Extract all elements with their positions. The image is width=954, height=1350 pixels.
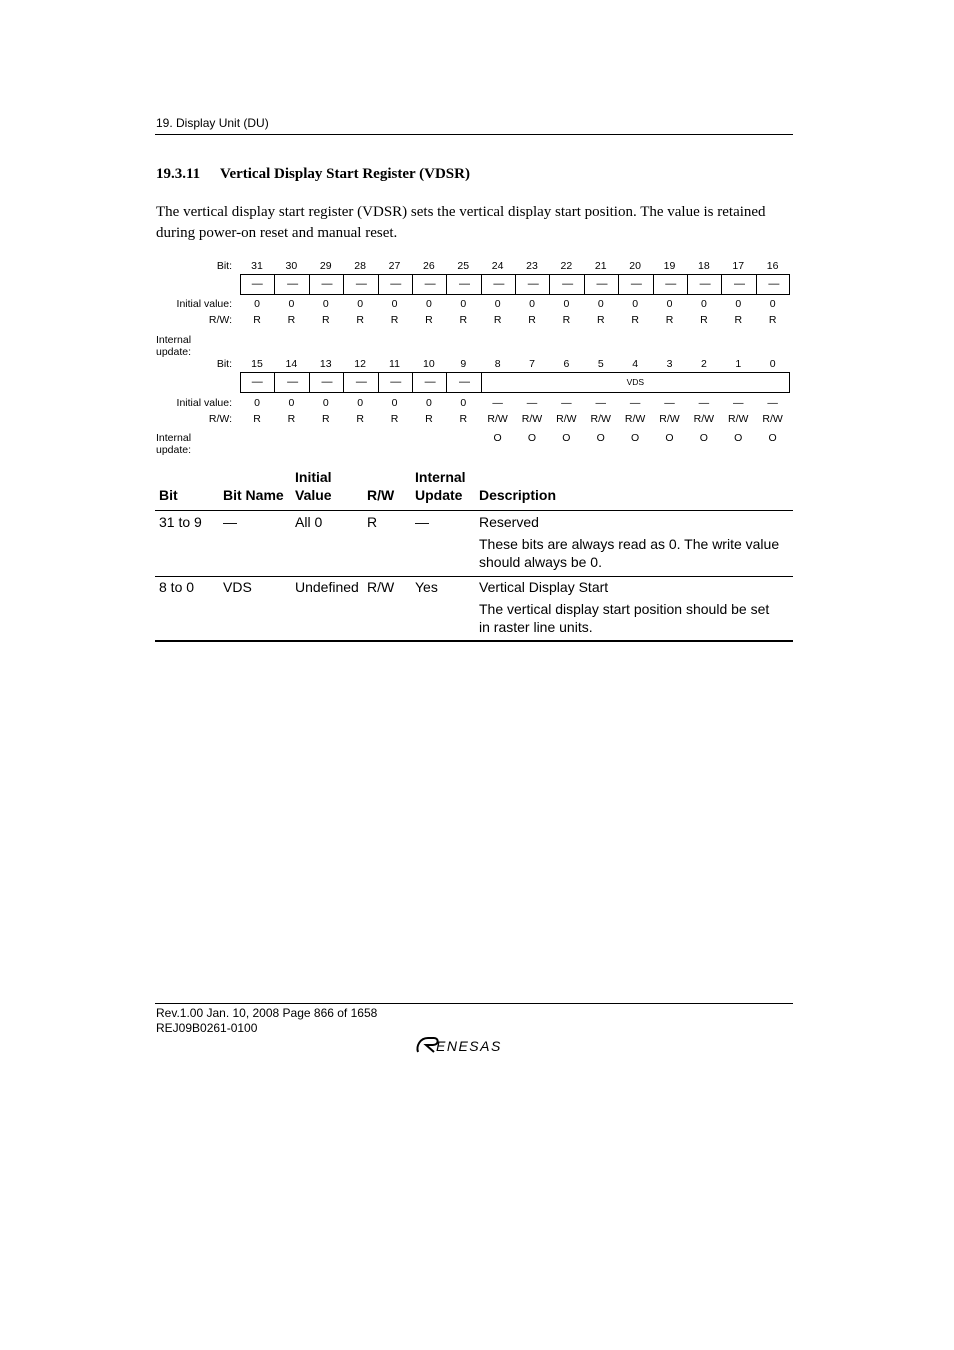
bit-number: 26: [423, 260, 435, 272]
reserved-bit-cell: —: [251, 376, 263, 388]
footer-rule: [155, 1003, 793, 1004]
rw-value: R: [528, 314, 536, 326]
rw-value: R: [321, 413, 330, 425]
row2-internal: Yes: [415, 579, 438, 595]
bit-label-lower: Bit:: [216, 358, 232, 370]
initial-value: 0: [563, 298, 570, 310]
rw-value: R: [253, 314, 261, 326]
initial-value: 0: [391, 298, 398, 310]
reserved-bit-cell: —: [251, 278, 263, 290]
internal-update-value: O: [768, 432, 777, 444]
bit-number: 10: [423, 358, 435, 370]
row2-name: VDS: [223, 579, 252, 595]
reserved-bit-cell: —: [446, 275, 481, 294]
bit-number: 15: [251, 358, 263, 370]
internal-update-value: O: [527, 432, 537, 444]
rw-value: R/W: [521, 413, 543, 425]
svg-text:ENESAS: ENESAS: [436, 1038, 502, 1054]
bit-number: 17: [732, 260, 745, 272]
initial-value: 0: [254, 397, 260, 409]
row2-desc-line2: in raster line units.: [479, 619, 593, 635]
initial-value: 0: [460, 397, 467, 409]
initial-value: 0: [288, 298, 295, 310]
section-heading: Vertical Display Start Register (VDSR): [220, 166, 470, 182]
rw-value: R/W: [624, 413, 646, 425]
reserved-bit-cell: —: [687, 275, 722, 294]
row1-internal: —: [415, 514, 429, 530]
reserved-bit-cell: —: [309, 275, 344, 294]
internal-update-value: O: [665, 432, 674, 444]
rw-value: R: [734, 314, 743, 326]
row2-desc-line1: The vertical display start position should be set: [479, 601, 770, 617]
rw-value: R: [425, 413, 433, 425]
bit-number: 31: [251, 260, 263, 272]
reserved-bit-cell: —: [378, 373, 413, 392]
rw-value: R/W: [762, 413, 783, 425]
initial-value: 0: [735, 298, 742, 310]
bit-number: 12: [354, 358, 366, 370]
bit-number: 9: [460, 358, 467, 370]
initial-value: —: [664, 397, 675, 409]
bit-number: 1: [735, 358, 742, 370]
row1-initial: All 0: [295, 514, 323, 530]
rw-value: R: [390, 314, 399, 326]
th-internal-2: Update: [415, 487, 463, 503]
initial-value: 0: [425, 397, 432, 409]
bit-label-upper: Bit:: [216, 260, 232, 272]
reserved-bit-cell: —: [756, 275, 791, 294]
reserved-bit-cell: —: [653, 275, 688, 294]
row2-bit: 8 to 0: [159, 579, 195, 595]
bit-number: 25: [457, 260, 470, 272]
rw-value: R: [321, 314, 330, 326]
reserved-bit-cell: —: [412, 373, 447, 392]
reserved-bit-cell: —: [515, 275, 550, 294]
rw-value: R: [253, 413, 261, 425]
row2-rw: R/W: [367, 579, 395, 595]
initial-value: 0: [357, 397, 364, 409]
bit-number: 29: [319, 260, 332, 272]
initial-value: 0: [288, 397, 295, 409]
upper-bit-box: [240, 274, 790, 295]
initial-value: 0: [322, 298, 329, 310]
rw-label-lower: R/W:: [208, 413, 232, 425]
internal-update-value: O: [699, 432, 708, 444]
rw-value: R/W: [487, 413, 508, 425]
row2-initial: Undefined: [295, 579, 359, 595]
renesas-logo-mark: [414, 1034, 534, 1056]
rw-value: R: [665, 314, 674, 326]
bit-number: 13: [319, 358, 332, 370]
bit-number: 5: [597, 358, 604, 370]
initial-value: —: [492, 397, 503, 409]
initial-value: 0: [597, 298, 604, 310]
footer-revision: Rev.1.00 Jan. 10, 2008 Page 866 of 1658: [156, 1006, 378, 1020]
initial-value: 0: [494, 298, 501, 310]
initial-value: —: [767, 397, 778, 409]
bit-number: 22: [560, 260, 573, 272]
reserved-bit-cell: —: [274, 373, 309, 392]
internal-update-value: O: [631, 432, 640, 444]
rw-value: R/W: [728, 413, 749, 425]
bit-number: 18: [698, 260, 710, 272]
reserved-bit-cell: —: [412, 275, 447, 294]
bit-number: 2: [700, 358, 707, 370]
th-internal-1: Internal: [415, 469, 466, 485]
reserved-bit-cell: —: [721, 275, 756, 294]
th-bit: Bit: [159, 487, 178, 503]
field-divider: [481, 373, 482, 392]
rw-value: R/W: [693, 413, 715, 425]
bit-number: 16: [766, 260, 779, 272]
footer-docnum: REJ09B0261-0100: [156, 1021, 258, 1035]
rw-value: R: [356, 413, 364, 425]
th-rw: R/W: [367, 487, 395, 503]
initial-value: —: [698, 397, 710, 409]
rw-value: R: [425, 314, 433, 326]
initial-value: —: [629, 397, 641, 409]
vds-field: VDS: [626, 377, 645, 387]
renesas-logo: [414, 1034, 534, 1061]
reserved-bit-cell: —: [549, 275, 584, 294]
rw-value: R: [459, 413, 468, 425]
initial-value: 0: [700, 298, 707, 310]
initial-value: 0: [529, 298, 535, 310]
internal-label-lower: Internal update:: [156, 432, 192, 456]
rw-value: R: [287, 314, 296, 326]
header-rule: [155, 134, 793, 135]
initial-value: —: [561, 397, 572, 409]
rw-label-upper: R/W:: [208, 314, 232, 326]
internal-update-value: O: [493, 432, 502, 444]
row1-desc-title: Reserved: [479, 514, 539, 530]
rw-value: R/W: [659, 413, 680, 425]
bit-number: 20: [629, 260, 641, 272]
reserved-bit-cell: —: [309, 373, 344, 392]
th-initial-1: Initial: [295, 469, 332, 485]
row1-desc-line1: These bits are always read as 0. The write value: [479, 536, 780, 552]
bit-number: 27: [388, 260, 401, 272]
rw-value: R: [493, 314, 502, 326]
rw-value: R/W: [556, 413, 577, 425]
bit-number: 23: [526, 260, 538, 272]
initial-value: —: [733, 397, 744, 409]
bit-number: 6: [563, 358, 570, 370]
initial-value: 0: [769, 298, 776, 310]
bit-number: 3: [666, 358, 673, 370]
table-header-rule: [155, 510, 793, 511]
th-initial-2: Value: [295, 487, 332, 503]
initial-value: 0: [460, 298, 467, 310]
bit-number: 11: [389, 358, 400, 370]
reserved-bit-cell: —: [343, 275, 378, 294]
rw-value: R: [596, 314, 605, 326]
row1-desc-line2: should always be 0.: [479, 554, 602, 570]
reserved-bit-cell: —: [274, 275, 309, 294]
initial-label-lower: Initial value:: [176, 397, 232, 409]
bit-number: 19: [663, 260, 676, 272]
reserved-bit-cell: —: [481, 275, 516, 294]
rw-value: R: [700, 314, 708, 326]
table-row-rule: [155, 576, 793, 577]
section-paragraph: The vertical display start register (VDSR) sets the vertical display start position. The value is retained during power-on reset and manual reset.: [156, 204, 766, 241]
rw-value: R: [287, 413, 296, 425]
bit-number: 14: [285, 358, 298, 370]
reserved-bit-cell: —: [584, 275, 619, 294]
initial-value: 0: [632, 298, 639, 310]
bit-number: 8: [494, 358, 501, 370]
rw-value: R: [631, 314, 639, 326]
rw-value: R/W: [590, 413, 611, 425]
internal-update-value: O: [734, 432, 743, 444]
th-description: Description: [479, 487, 557, 503]
bit-number: 21: [594, 260, 607, 272]
initial-value: 0: [254, 298, 260, 310]
bit-number: 30: [285, 260, 298, 272]
initial-value: 0: [666, 298, 673, 310]
reserved-bit-cell: —: [446, 373, 481, 392]
reserved-bit-cell: —: [343, 373, 378, 392]
bit-number: 7: [529, 358, 535, 370]
row2-desc-title: Vertical Display Start: [479, 579, 609, 595]
bit-number: 24: [491, 260, 504, 272]
bit-number: 0: [769, 358, 776, 370]
bit-number: 4: [632, 358, 639, 370]
initial-value: 0: [391, 397, 398, 409]
lower-bit-box: [240, 372, 790, 393]
initial-value: 0: [322, 397, 329, 409]
rw-value: R: [459, 314, 468, 326]
reserved-bit-cell: —: [378, 275, 413, 294]
bit-number: 28: [354, 260, 366, 272]
rw-value: R: [562, 314, 571, 326]
table-bottom-rule: [155, 640, 793, 642]
rw-value: R: [356, 314, 364, 326]
row1-bit: 31 to 9: [159, 514, 202, 530]
rw-value: R: [390, 413, 399, 425]
th-bit-name: Bit Name: [223, 487, 284, 503]
internal-update-value: O: [562, 432, 571, 444]
row1-name: —: [223, 514, 237, 530]
initial-value: —: [595, 397, 606, 409]
initial-value: 0: [425, 298, 432, 310]
internal-label-upper: Internal update:: [156, 334, 192, 358]
initial-value: —: [526, 397, 538, 409]
row1-rw: R: [367, 514, 378, 530]
chapter-header: 19. Display Unit (DU): [156, 116, 269, 130]
internal-update-value: O: [596, 432, 605, 444]
section-number: 19.3.11: [156, 166, 201, 182]
reserved-bit-cell: —: [618, 275, 653, 294]
initial-label-upper: Initial value:: [176, 298, 232, 310]
initial-value: 0: [357, 298, 364, 310]
section-title: [156, 166, 470, 183]
rw-value: R: [768, 314, 777, 326]
